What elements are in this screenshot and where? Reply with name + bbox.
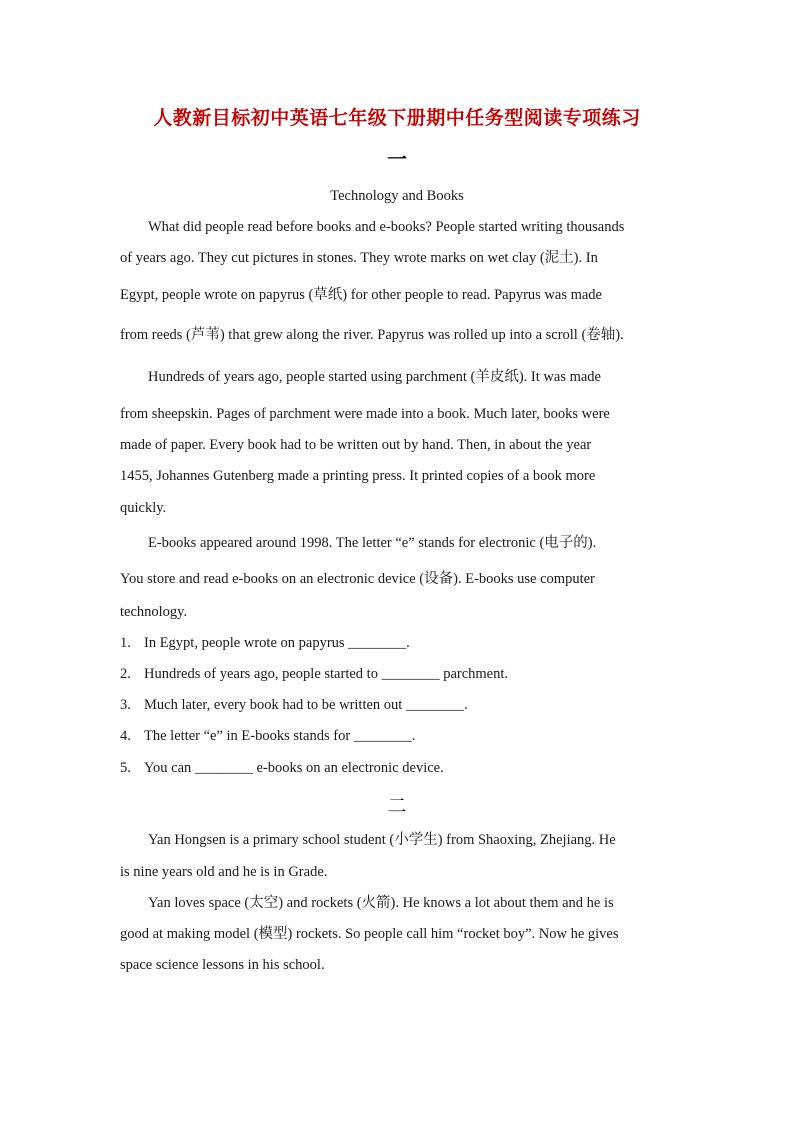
passage-line: of years ago. They cut pictures in stones. They wrote marks on wet clay (泥土). In — [120, 250, 598, 266]
passage-line: Hundreds of years ago, people started using parchment (羊皮纸). It was made — [148, 369, 601, 385]
question-text: You can ________ e-books on an electronic device. — [144, 760, 444, 776]
question-text: Hundreds of years ago, people started to ________ parchment. — [144, 666, 509, 682]
question-number: 2. — [120, 666, 131, 682]
question-item — [120, 696, 468, 714]
passage-line: What did people read before books and e-books? People started writing thousands — [148, 219, 625, 235]
question-number: 4. — [120, 728, 131, 744]
passage-line: space science lessons in his school. — [120, 957, 325, 973]
question-item — [120, 634, 410, 652]
passage-line: You store and read e-books on an electronic device (设备). E-books use computer — [120, 571, 595, 587]
passage-line: Yan loves space (太空) and rockets (火箭). He knows a lot about them and he is — [148, 895, 614, 911]
passage-line: good at making model (模型) rockets. So people call him “rocket boy”. Now he gives — [120, 926, 619, 942]
passage-line: from reeds (芦苇) that grew along the river. Papyrus was rolled up into a scroll (卷轴). — [120, 327, 624, 343]
passage-line: Egypt, people wrote on papyrus (草纸) for other people to read. Papyrus was made — [120, 287, 602, 303]
passage-line: quickly. — [120, 500, 167, 516]
passage-line: 1455, Johannes Gutenberg made a printing press. It printed copies of a book more — [120, 468, 596, 484]
document-title: 人教新目标初中英语七年级下册期中任务型阅读专项练习 — [153, 108, 641, 129]
question-item — [120, 759, 444, 777]
passage-line: E-books appeared around 1998. The letter “e” stands for electronic (电子的). — [148, 535, 597, 551]
passage-line: technology. — [120, 604, 188, 620]
passage-line: made of paper. Every book had to be written out by hand. Then, in about the year — [120, 437, 592, 453]
passage-line: Yan Hongsen is a primary school student (小学生) from Shaoxing, Zhejiang. He — [148, 832, 616, 848]
question-text: The letter “e” in E-books stands for ________. — [144, 728, 416, 744]
question-text: Much later, every book had to be written out ________. — [144, 697, 468, 713]
question-number: 3. — [120, 697, 131, 713]
section-one-heading: 一 — [387, 149, 407, 171]
question-text: In Egypt, people wrote on papyrus ________. — [144, 635, 410, 651]
passage-line: from sheepskin. Pages of parchment were made into a book. Much later, books were — [120, 406, 610, 422]
question-item — [120, 665, 508, 683]
passage-heading: Technology and Books — [330, 188, 464, 204]
question-number: 5. — [120, 760, 131, 776]
passage-line: is nine years old and he is in Grade. — [120, 864, 328, 880]
question-item — [120, 727, 415, 745]
question-number: 1. — [120, 635, 131, 651]
section-two-heading: 二 — [387, 796, 407, 817]
